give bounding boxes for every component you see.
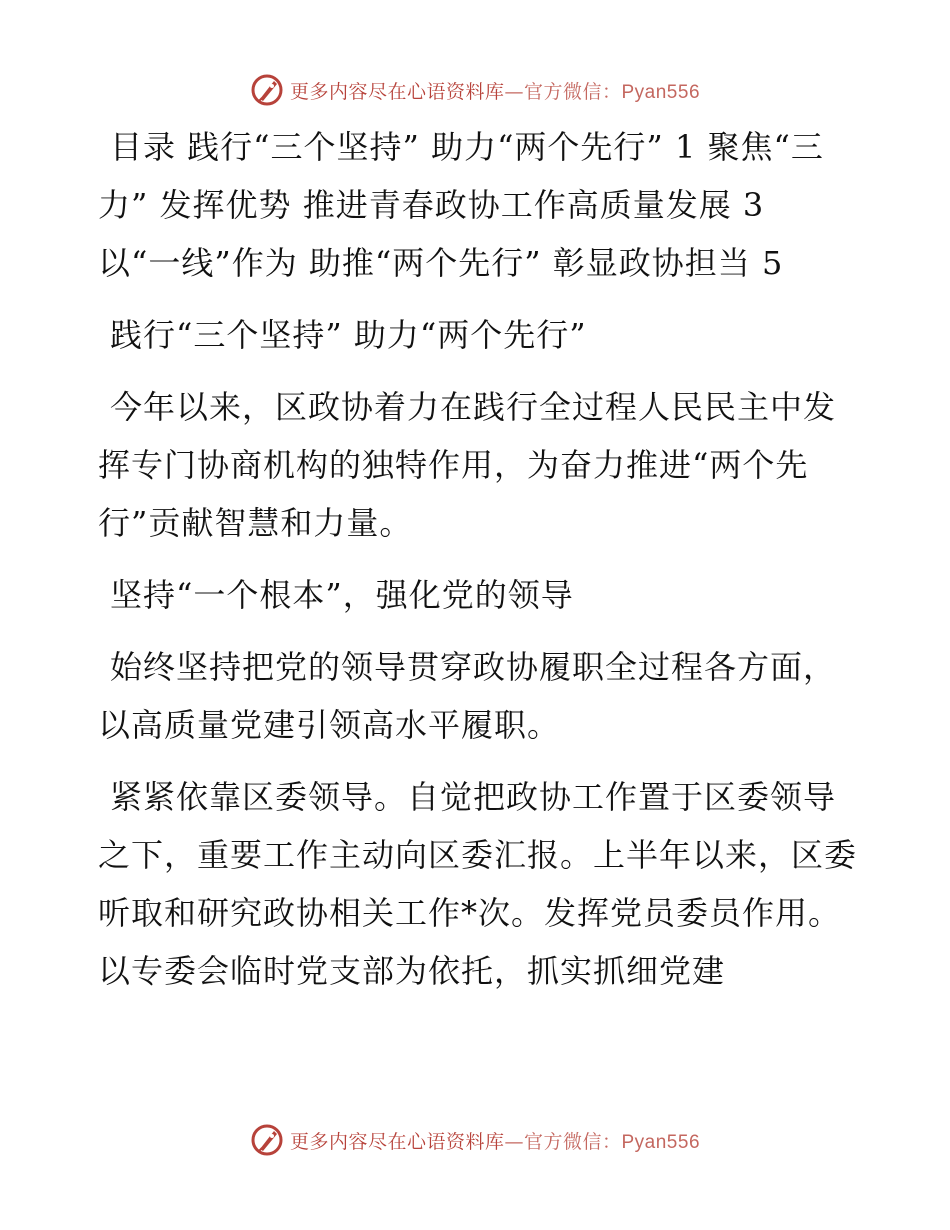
banner-wechat-label: 官方微信： [523,1130,622,1153]
banner-brand: 更多内容尽在心语资料库 [289,1130,505,1153]
quill-logo-icon [250,73,284,107]
banner-wechat-id: Pyan556 [621,1131,701,1153]
header-banner [0,70,950,110]
subsection-heading: 坚持“一个根本”，强化党的领导 [110,576,574,614]
footer-banner [0,1120,950,1160]
banner-inner [250,1123,700,1157]
banner-brand: 更多内容尽在心语资料库 [289,80,505,103]
section-heading: 践行“三个坚持” 助力“两个先行” [110,316,587,354]
banner-wechat-label: 官方微信： [523,80,622,103]
banner-wechat-id: Pyan556 [621,81,701,103]
body-paragraph: 今年以来，区政协着力在践行全过程人民民主中发挥专门协商机构的独特作用，为奋力推进“两个先行”贡献智慧和力量。 [98,388,837,542]
quill-logo-icon [250,1123,284,1157]
banner-text [290,77,700,104]
banner-dash: — [504,1130,524,1153]
banner-dash: — [504,80,524,103]
body-paragraph: 紧紧依靠区委领导。自觉把政协工作置于区委领导之下，重要工作主动向区委汇报。上半年以来，区委听取和研究政协相关工作*次。发挥党员委员作用。以专委会临时党支部为依托，抓实抓细党建 [98,778,858,990]
document-body [98,118,858,1014]
body-paragraph: 始终坚持把党的领导贯穿政协履职全过程各方面，以高质量党建引领高水平履职。 [98,648,837,744]
banner-inner [250,73,700,107]
banner-text [290,1127,700,1154]
table-of-contents: 目录 践行“三个坚持” 助力“两个先行” 1 聚焦“三力” 发挥优势 推进青春政协工作高质量发展 3 以“一线”作为 助推“两个先行” 彰显政协担当 5 [98,128,824,282]
